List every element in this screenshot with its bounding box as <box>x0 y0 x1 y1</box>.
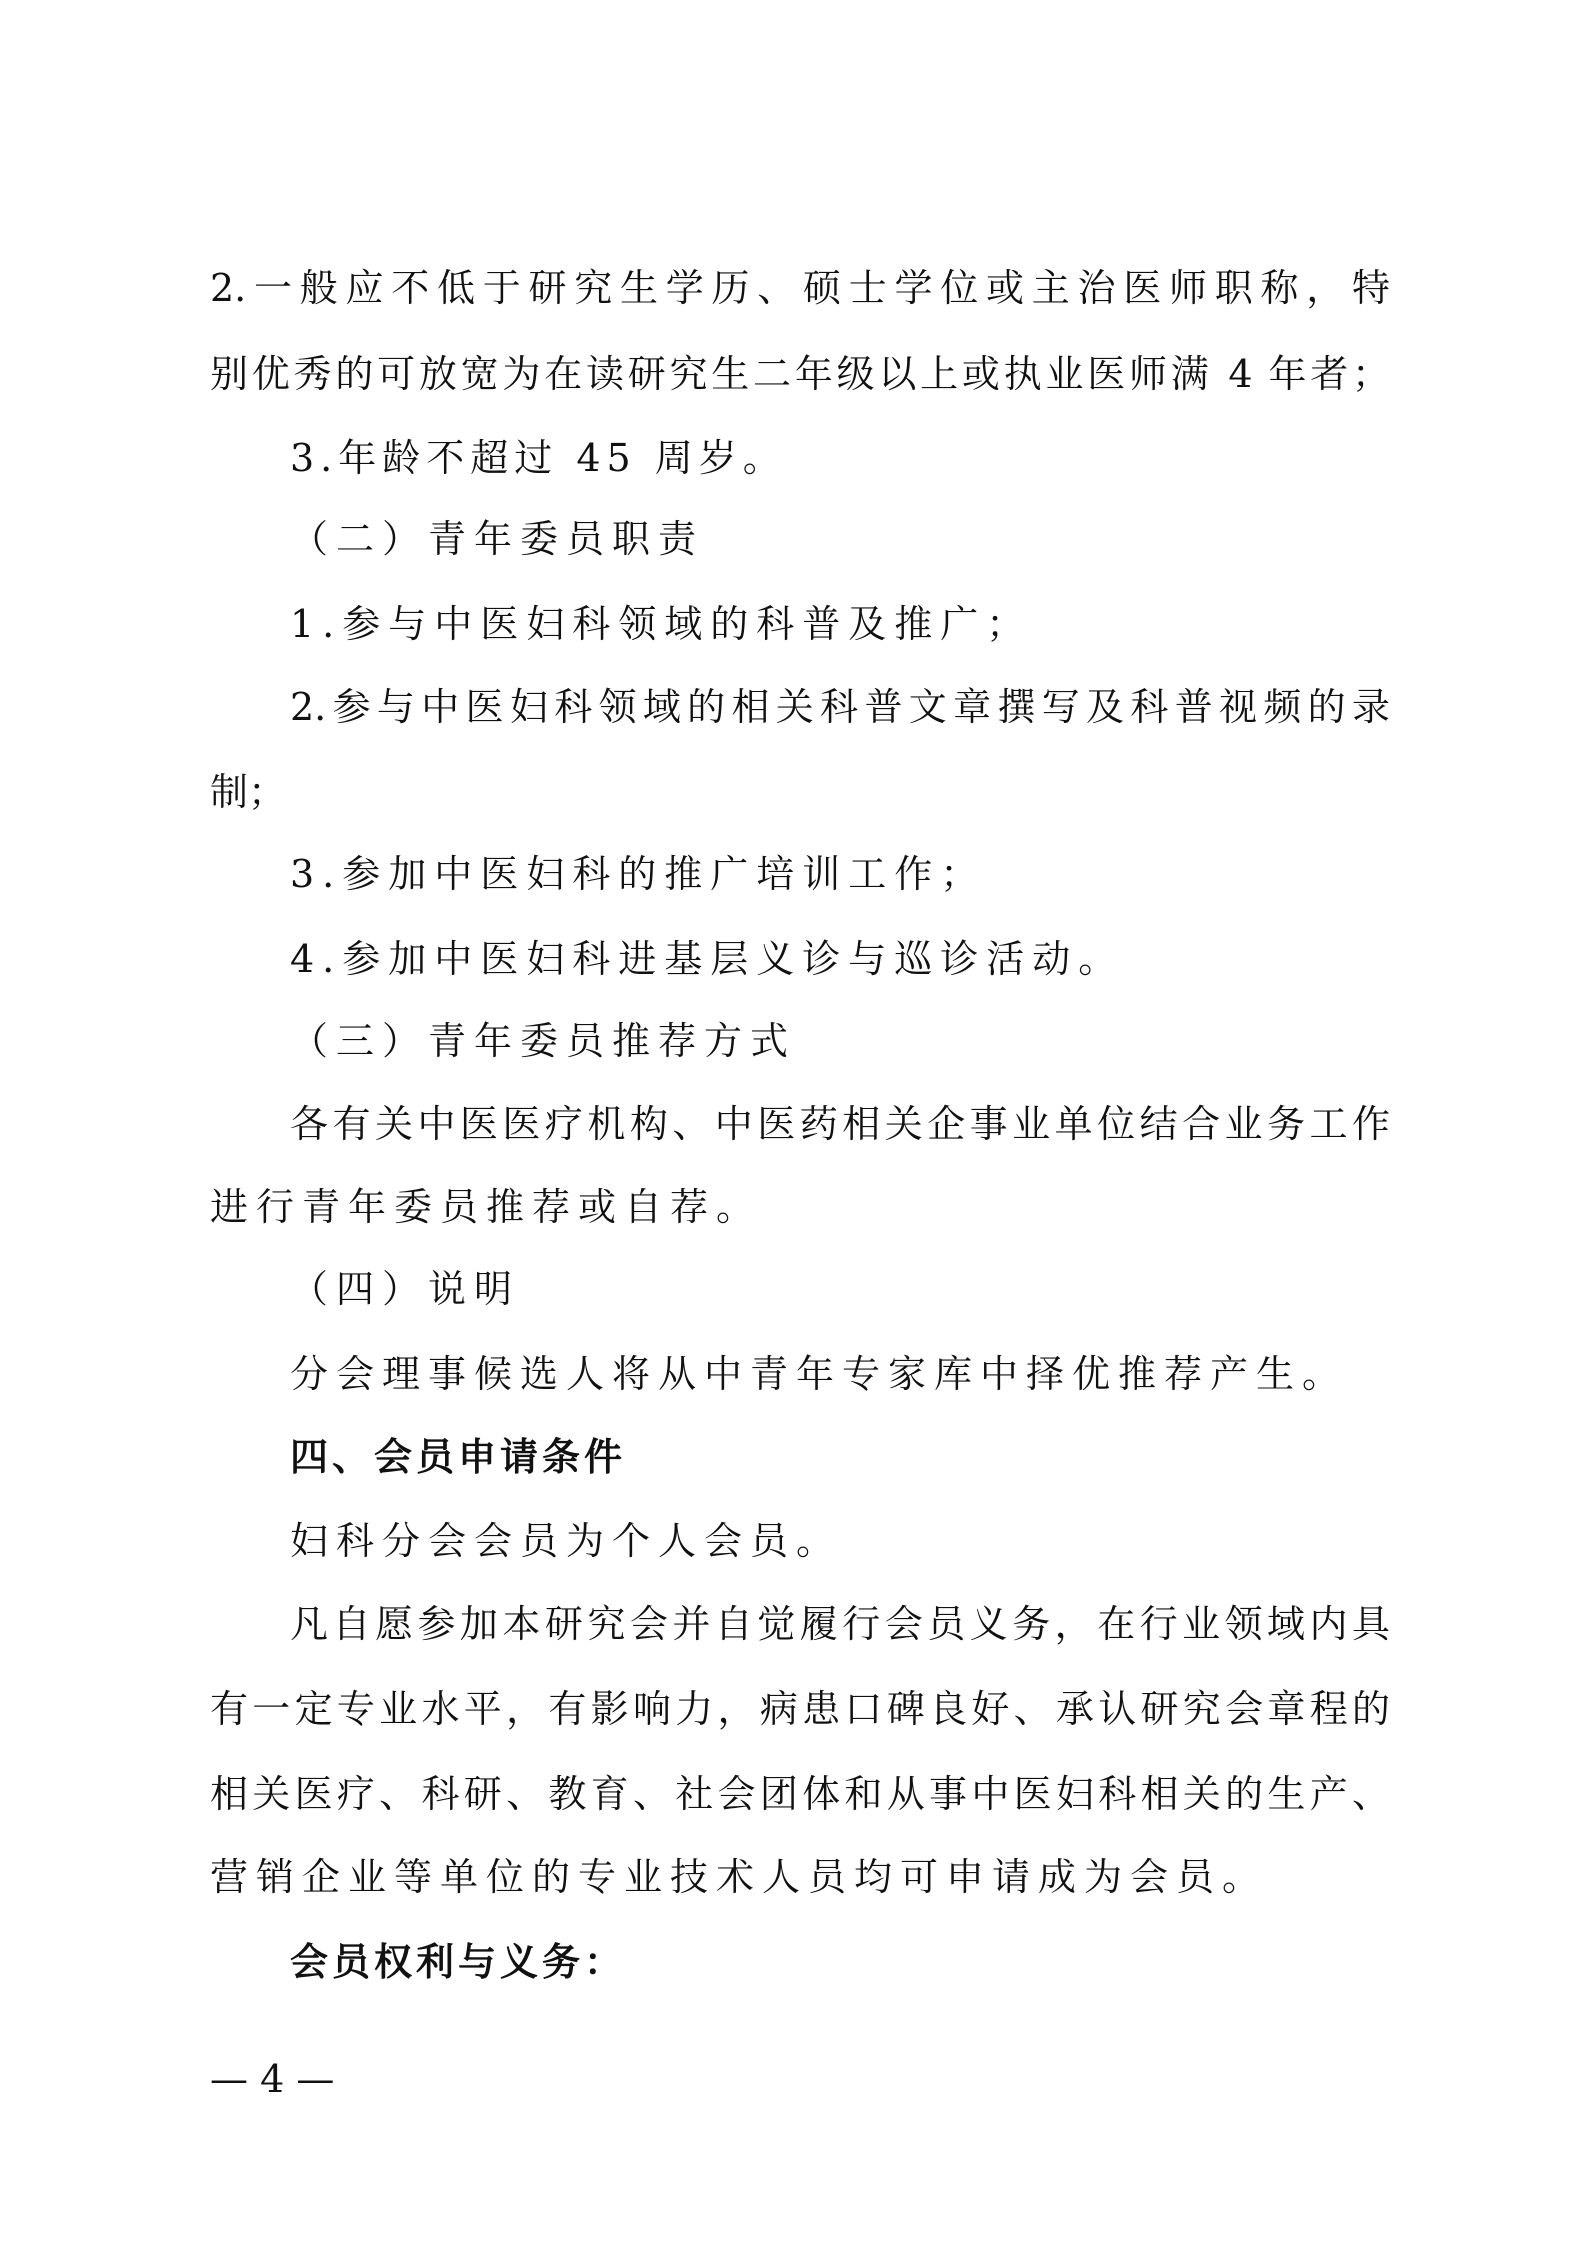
subsection-heading: 会员权利与义务： <box>290 1940 627 1984</box>
text-line-6: 2.参与中医妇科领域的相关科普文章撰写及科普视频的录 <box>290 685 1390 729</box>
text-line-20: 营销企业等单位的专业技术人员均可申请成为会员。 <box>210 1855 1269 1899</box>
text-line-17: 凡自愿参加本研究会并自觉履行会员义务，在行业领域内具 <box>290 1602 1390 1646</box>
text-line-1: 2.一般应不低于研究生学历、硕士学位或主治医师职称，特 <box>210 266 1390 310</box>
text-line-5: 1.参与中医妇科领域的科普及推广； <box>290 602 1033 646</box>
section-heading-3: （三）青年委员推荐方式 <box>290 1019 797 1063</box>
text-line-18: 有一定专业水平，有影响力，病患口碑良好、承认研究会章程的 <box>210 1687 1390 1731</box>
text-line-8: 3.参加中医妇科的推广培训工作； <box>290 852 987 896</box>
text-line-9: 4.参加中医妇科进基层义诊与巡诊活动。 <box>290 937 1125 981</box>
section-heading-2: （二）青年委员职责 <box>290 517 705 561</box>
text-line-2: 别优秀的可放宽为在读研究生二年级以上或执业医师满 4 年者； <box>210 352 1390 396</box>
chapter-heading-4: 四、会员申请条件 <box>290 1435 627 1479</box>
text-line-3: 3.年龄不超过 45 周岁。 <box>290 436 787 480</box>
page-number: — 4 — <box>210 2057 335 2101</box>
text-line-14: 分会理事候选人将从中青年专家库中择优推荐产生。 <box>290 1352 1349 1396</box>
section-heading-4: （四）说明 <box>290 1267 521 1311</box>
text-line-11: 各有关中医医疗机构、中医药相关企事业单位结合业务工作 <box>290 1102 1390 1146</box>
text-line-19: 相关医疗、科研、教育、社会团体和从事中医妇科相关的生产、 <box>210 1772 1390 1816</box>
text-line-16: 妇科分会会员为个人会员。 <box>290 1519 843 1563</box>
text-line-7: 制； <box>210 770 287 814</box>
text-line-12: 进行青年委员推荐或自荐。 <box>210 1185 763 1229</box>
